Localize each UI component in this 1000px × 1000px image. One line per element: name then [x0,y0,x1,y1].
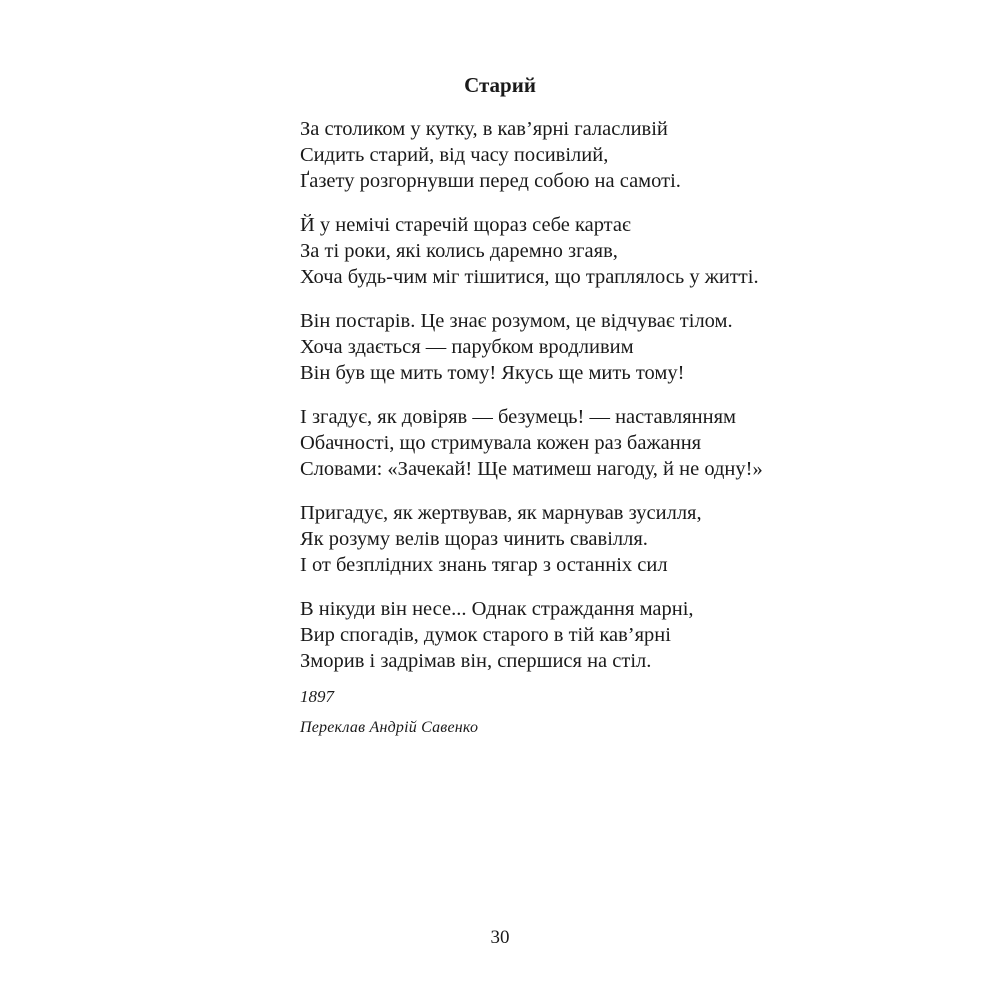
poem-line: Хоча здається — парубком вродливим [300,336,634,358]
poem-line: Він постарів. Це знає розумом, це відчуває тілом. [300,310,733,332]
poem-line: Словами: «Зачекай! Ще матимеш нагоду, й не одну!» [300,458,763,480]
stanza-3 [300,308,980,386]
poem-body [300,116,980,739]
stanza-5 [300,500,980,578]
poem-line: Обачності, що стримувала кожен раз бажання [300,432,702,454]
poem-line: Зморив і задрімав він, спершися на стіл. [300,650,652,672]
poem-line: Ґазету розгорнувши перед собою на самоті. [300,170,681,192]
poem-line: Й у немічі старечій щораз себе картає [300,214,631,236]
poem-line: В нікуди він несе... Однак страждання марні, [300,598,694,620]
poem-line: Як розуму велів щораз чинить свавілля. [300,528,648,550]
stanza-1 [300,116,980,194]
poem-line: І от безплідних знань тягар з останніх сил [300,554,668,576]
poem-title: Старий [464,73,536,97]
poem-year: 1897 [300,687,334,706]
stanza-2 [300,212,980,290]
poem-line: Хоча будь-чим міг тішитися, що траплялось у житті. [300,266,759,288]
poem-line: За ті роки, які колись даремно згаяв, [300,240,618,262]
poem-line: Пригадує, як жертвував, як марнував зусилля, [300,502,702,524]
translator-credit: Переклав Андрій Савенко [300,719,479,736]
poem-line: І згадує, як довіряв — безумець! — наставлянням [300,406,736,428]
stanza-6 [300,596,980,674]
poem-line: Сидить старий, від часу посивілий, [300,144,609,166]
poem-line: За столиком у кутку, в кав’ярні галасливій [300,118,668,140]
page-number: 30 [490,927,510,948]
poem-line: Вир спогадів, думок старого в тій кав’ярні [300,624,671,646]
stanza-4 [300,404,980,482]
poem-line: Він був ще мить тому! Якусь ще мить тому! [300,362,685,384]
